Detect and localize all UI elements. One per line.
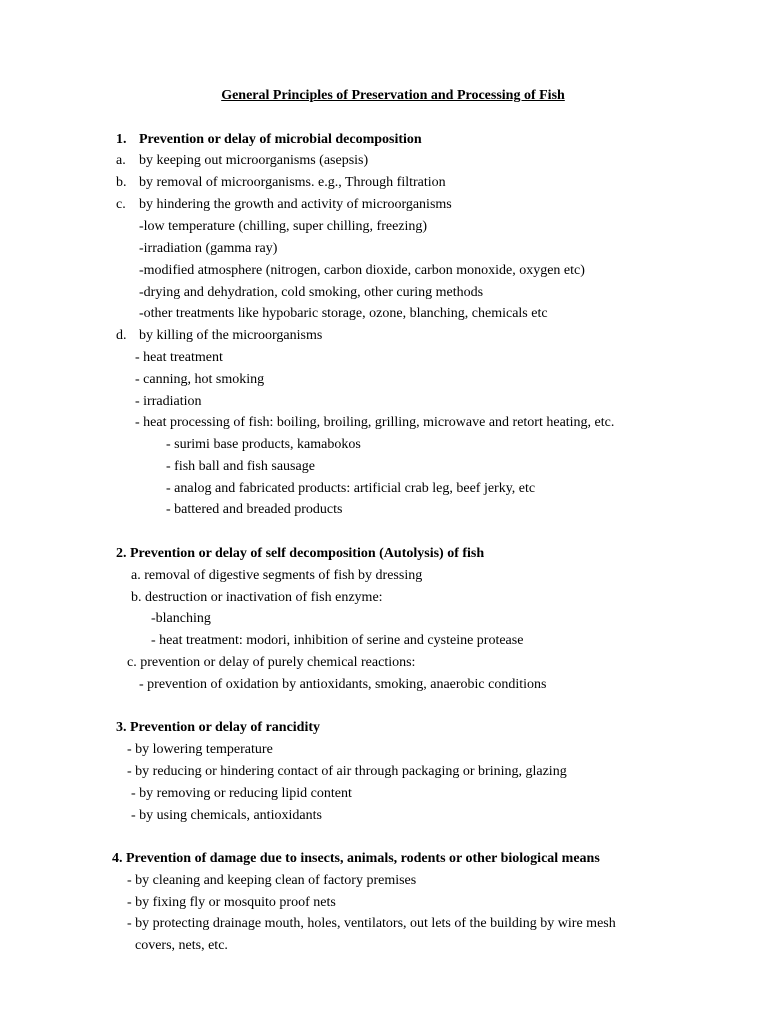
section-1-a-marker: a. <box>116 153 126 168</box>
section-2-c-item: - prevention of oxidation by antioxidants, smoking, anaerobic conditions <box>139 677 547 692</box>
section-3-item: - by using chemicals, antioxidants <box>131 808 322 823</box>
section-1-c-marker: c. <box>116 197 126 212</box>
section-1-d-item: - irradiation <box>135 394 202 409</box>
section-1-c-item: -irradiation (gamma ray) <box>139 241 278 256</box>
section-2-a: a. removal of digestive segments of fish by dressing <box>131 568 423 583</box>
section-4-heading: 4. Prevention of damage due to insects, animals, rodents or other biological means <box>112 851 600 866</box>
document-title: General Principles of Preservation and Processing of Fish <box>221 88 565 103</box>
section-2-heading: 2. Prevention or delay of self decomposition (Autolysis) of fish <box>116 546 485 561</box>
section-1-d-marker: d. <box>116 328 127 343</box>
section-1-c-item: -modified atmosphere (nitrogen, carbon dioxide, carbon monoxide, oxygen etc) <box>139 263 585 278</box>
section-1-c-item: -other treatments like hypobaric storage, ozone, blanching, chemicals etc <box>139 306 548 321</box>
section-1-c-item: -low temperature (chilling, super chilling, freezing) <box>139 219 428 234</box>
section-3-item: - by removing or reducing lipid content <box>131 786 352 801</box>
section-1-d-item: - heat treatment <box>135 350 223 365</box>
section-1-d-item: - canning, hot smoking <box>135 372 265 387</box>
section-1-b-text: by removal of microorganisms. e.g., Through filtration <box>139 175 446 190</box>
section-1-c-text: by hindering the growth and activity of microorganisms <box>139 197 452 212</box>
section-3-item: - by reducing or hindering contact of air through packaging or brining, glazing <box>127 764 567 779</box>
section-1-number: 1. <box>116 132 127 147</box>
section-1-d-subitem: - fish ball and fish sausage <box>166 459 315 474</box>
section-1-d-text: by killing of the microorganisms <box>139 328 323 343</box>
section-2-b-item: - heat treatment: modori, inhibition of serine and cysteine protease <box>151 633 524 648</box>
section-3-heading: 3. Prevention or delay of rancidity <box>116 720 321 735</box>
section-1-d-subitem: - battered and breaded products <box>166 502 343 517</box>
section-2-b-item: -blanching <box>151 611 211 626</box>
section-4-item: - by cleaning and keeping clean of factory premises <box>127 873 417 888</box>
section-2-b: b. destruction or inactivation of fish enzyme: <box>131 590 383 605</box>
section-1-c-item: -drying and dehydration, cold smoking, other curing methods <box>139 285 484 300</box>
section-2-c: c. prevention or delay of purely chemical reactions: <box>127 655 416 670</box>
section-1-d-subitem: - surimi base products, kamabokos <box>166 437 361 452</box>
section-4-item-continuation: covers, nets, etc. <box>135 938 228 953</box>
section-4-item: - by protecting drainage mouth, holes, ventilators, out lets of the building by wire mesh <box>127 916 616 931</box>
section-4-item: - by fixing fly or mosquito proof nets <box>127 895 336 910</box>
section-1-a-text: by keeping out microorganisms (asepsis) <box>139 153 369 168</box>
section-1-heading: Prevention or delay of microbial decomposition <box>139 132 422 147</box>
section-1-d-item: - heat processing of fish: boiling, broiling, grilling, microwave and retort heating, etc. <box>135 415 615 430</box>
section-3-item: - by lowering temperature <box>127 742 273 757</box>
section-1-b-marker: b. <box>116 175 127 190</box>
section-1-d-subitem: - analog and fabricated products: artificial crab leg, beef jerky, etc <box>166 481 536 496</box>
